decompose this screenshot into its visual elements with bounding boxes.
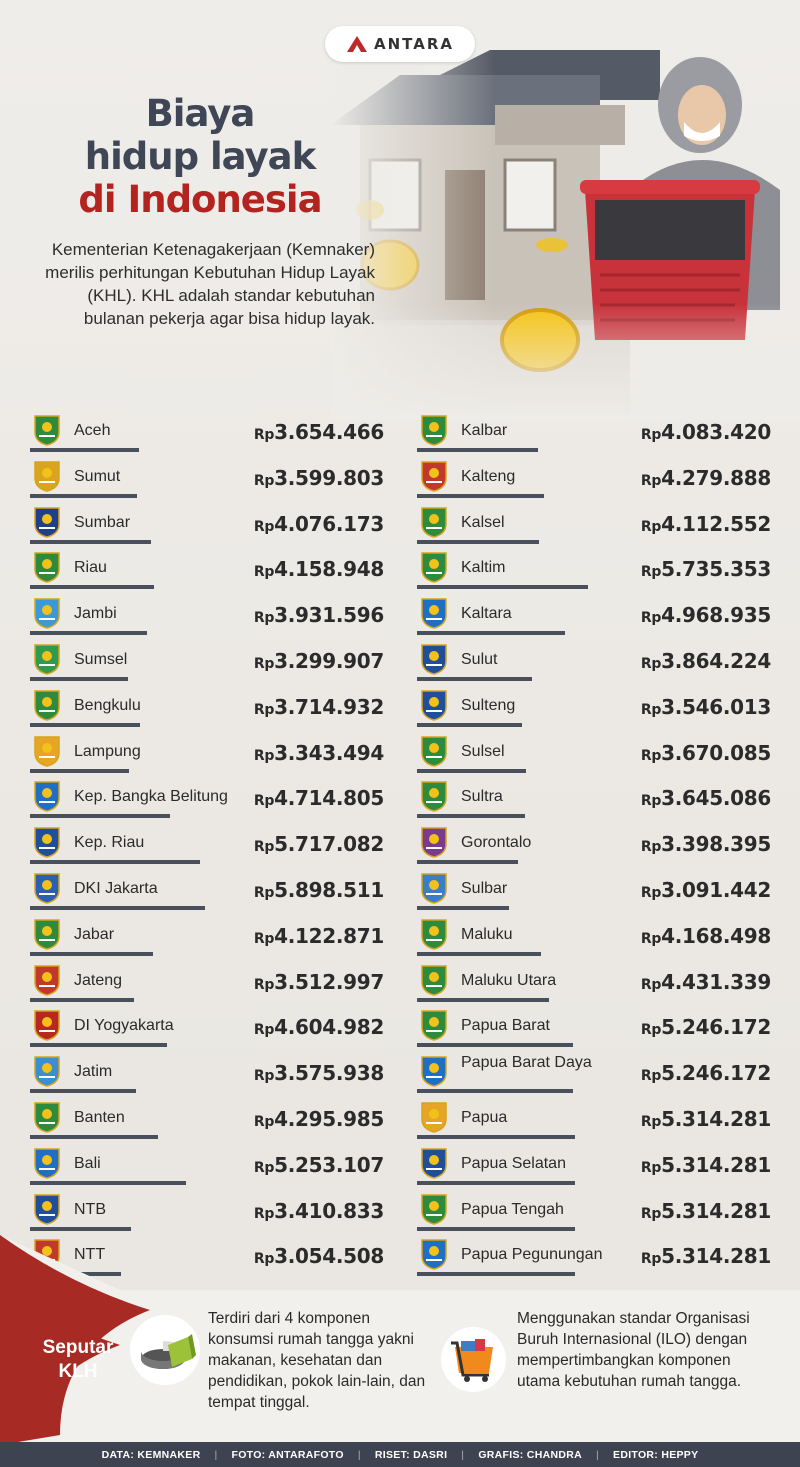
khl-amount: 5.717.082 (274, 832, 384, 857)
khl-bar (417, 723, 522, 727)
province-emblem-icon (419, 1101, 449, 1133)
province-emblem-icon (419, 689, 449, 721)
khl-amount: 4.076.173 (274, 511, 384, 536)
province-row (417, 914, 779, 960)
province-name: Sumsel (74, 650, 128, 668)
province-emblem-icon (419, 1009, 449, 1041)
province-name: Sulbar (461, 879, 508, 897)
province-row (417, 960, 779, 1006)
khl-amount: 3.343.494 (274, 740, 384, 765)
khl-amount: 3.091.442 (661, 877, 771, 902)
currency-label: Rp (253, 793, 275, 810)
province-emblem-icon (419, 780, 449, 812)
currency-label: Rp (253, 427, 275, 443)
province-emblem-icon (32, 964, 62, 996)
currency-label: Rp (640, 839, 662, 856)
khl-value (641, 924, 771, 948)
khl-value (254, 1107, 384, 1131)
khl-amount: 5.314.281 (661, 1152, 771, 1177)
province-name: NTB (74, 1200, 106, 1218)
province-row (417, 685, 779, 731)
province-name: Bali (74, 1154, 101, 1172)
province-name: Papua Selatan (461, 1154, 566, 1172)
khl-amount: 4.968.935 (661, 603, 771, 628)
khl-bar (30, 860, 200, 864)
currency-label: Rp (253, 655, 275, 672)
khl-bar (417, 1089, 573, 1093)
khl-bar (30, 540, 151, 544)
khl-amount: 5.314.281 (661, 1198, 771, 1223)
khl-bar (30, 1227, 131, 1231)
khl-value (254, 420, 384, 444)
currency-label: Rp (640, 747, 662, 764)
province-emblem-icon (32, 872, 62, 904)
province-list-right (417, 410, 779, 1280)
khl-value (641, 466, 771, 490)
province-name: Lampung (74, 742, 141, 760)
province-emblem-icon (32, 689, 62, 721)
khl-value (641, 1199, 771, 1223)
khl-bar (417, 860, 518, 864)
province-row (30, 960, 392, 1006)
khl-amount: 3.931.596 (274, 603, 384, 628)
currency-label: Rp (253, 1022, 275, 1039)
khl-bar (30, 631, 147, 635)
khl-value (641, 557, 771, 581)
province-name: Kalsel (461, 513, 505, 531)
khl-bar (30, 585, 154, 589)
province-row (417, 868, 779, 914)
currency-label: Rp (640, 610, 662, 627)
khl-amount: 3.054.508 (274, 1244, 384, 1269)
province-name: DKI Jakarta (74, 879, 158, 897)
khl-value (254, 695, 384, 719)
khl-amount: 3.575.938 (274, 1061, 384, 1086)
khl-value (254, 512, 384, 536)
khl-amount: 4.158.948 (274, 557, 384, 582)
khl-value (254, 832, 384, 856)
khl-amount: 4.279.888 (661, 465, 771, 490)
currency-label: Rp (640, 427, 662, 443)
credit-separator: | (214, 1448, 218, 1461)
khl-value (254, 1061, 384, 1085)
province-emblem-icon (32, 918, 62, 950)
khl-bar (30, 494, 137, 498)
seputar-klh-label: Seputar KLH (42, 1337, 114, 1382)
province-emblem-icon (419, 1193, 449, 1225)
currency-label: Rp (640, 793, 662, 810)
currency-label: Rp (640, 930, 662, 947)
province-name: Sulut (461, 650, 498, 668)
province-name: Gorontalo (461, 834, 532, 852)
province-name: Jambi (74, 605, 117, 623)
province-name: Kaltim (461, 559, 506, 577)
province-name: Sumut (74, 467, 121, 485)
khl-amount: 5.314.281 (661, 1106, 771, 1131)
province-name: Maluku Utara (461, 971, 557, 989)
khl-value (641, 1015, 771, 1039)
khl-amount: 4.083.420 (661, 420, 771, 444)
currency-label: Rp (640, 1205, 662, 1222)
province-name: Bengkulu (74, 696, 141, 714)
province-emblem-icon (419, 460, 449, 492)
khl-bar (30, 906, 205, 910)
province-name: Jabar (74, 925, 115, 943)
credit-editor: EDITOR: HEPPY (613, 1448, 699, 1461)
khl-bar (417, 1043, 573, 1047)
khl-bar (417, 585, 588, 589)
province-list-left (30, 410, 392, 1280)
province-emblem-icon (419, 872, 449, 904)
khl-value (641, 970, 771, 994)
province-name: Banten (74, 1108, 125, 1126)
province-row (30, 731, 392, 777)
currency-label: Rp (253, 564, 275, 581)
page-title (40, 92, 360, 221)
province-emblem-icon (32, 460, 62, 492)
hero-illustration (330, 30, 800, 420)
province-name: Papua Tengah (461, 1200, 564, 1218)
province-emblem-icon (32, 780, 62, 812)
province-name: Papua Barat (461, 1017, 550, 1035)
khl-amount: 5.735.353 (661, 557, 771, 582)
khl-amount: 5.314.281 (661, 1244, 771, 1269)
currency-label: Rp (640, 1251, 662, 1268)
province-row (417, 1143, 779, 1189)
credits-bar (0, 1442, 800, 1467)
khl-bar (417, 1135, 575, 1139)
khl-value (641, 1153, 771, 1177)
currency-label: Rp (253, 1251, 275, 1268)
khl-amount: 5.246.172 (661, 1061, 771, 1086)
province-row (30, 868, 392, 914)
province-row (30, 776, 392, 822)
khl-value (254, 1153, 384, 1177)
khl-bar (30, 1135, 158, 1139)
khl-value (254, 878, 384, 902)
currency-label: Rp (640, 976, 662, 993)
province-row (30, 547, 392, 593)
khl-amount: 4.604.982 (274, 1015, 384, 1040)
province-row (30, 1189, 392, 1235)
currency-label: Rp (640, 701, 662, 718)
khl-value (641, 878, 771, 902)
khl-amount: 3.599.803 (274, 465, 384, 490)
khl-bar (417, 448, 538, 452)
province-name: Sultra (461, 788, 503, 806)
province-row (30, 1051, 392, 1097)
province-row (30, 1005, 392, 1051)
currency-label: Rp (640, 518, 662, 535)
currency-label: Rp (253, 747, 275, 764)
credit-separator: | (596, 1448, 600, 1461)
province-name: Sumbar (74, 513, 131, 531)
khl-amount: 5.246.172 (661, 1015, 771, 1040)
ilo-standard-text: Menggunakan standar Organisasi Buruh Internasional (ILO) dengan mempertimbangkan komponen utama kebutuhan rumah tangga. (517, 1310, 750, 1390)
province-emblem-icon (419, 506, 449, 538)
khl-value (641, 603, 771, 627)
province-name: NTT (74, 1246, 106, 1264)
province-emblem-icon (419, 1055, 449, 1087)
khl-value (641, 786, 771, 810)
province-name: Jateng (74, 971, 123, 989)
khl-amount: 4.295.985 (274, 1106, 384, 1131)
khl-value (254, 649, 384, 673)
khl-value (254, 970, 384, 994)
khl-bar (30, 952, 153, 956)
province-emblem-icon (32, 1147, 62, 1179)
khl-amount: 3.546.013 (661, 694, 771, 719)
currency-label: Rp (253, 1205, 275, 1222)
province-emblem-icon (419, 918, 449, 950)
province-row (417, 547, 779, 593)
currency-label: Rp (640, 472, 662, 489)
province-emblem-icon (32, 826, 62, 858)
province-row (417, 639, 779, 685)
province-name: Kaltara (461, 605, 512, 623)
currency-label: Rp (253, 472, 275, 489)
currency-label: Rp (640, 1159, 662, 1176)
province-row (417, 593, 779, 639)
khl-value (641, 695, 771, 719)
credit-separator: | (461, 1448, 465, 1461)
credit-foto: FOTO: ANTARAFOTO (231, 1448, 344, 1461)
currency-label: Rp (640, 884, 662, 901)
khl-value (254, 557, 384, 581)
province-row (417, 731, 779, 777)
khl-amount: 5.253.107 (274, 1152, 384, 1177)
province-emblem-icon (419, 551, 449, 583)
khl-value (254, 1199, 384, 1223)
province-name: Riau (74, 559, 107, 577)
khl-amount: 4.122.871 (274, 923, 384, 948)
province-emblem-icon (419, 826, 449, 858)
currency-label: Rp (253, 610, 275, 627)
province-row (417, 776, 779, 822)
khl-bar (30, 723, 140, 727)
credit-grafis: GRAFIS: CHANDRA (478, 1448, 582, 1461)
khl-value (641, 1061, 771, 1085)
title-line-2: hidup layak (84, 135, 316, 178)
province-row (30, 1143, 392, 1189)
province-emblem-icon (32, 1009, 62, 1041)
khl-amount: 3.398.395 (661, 832, 771, 857)
khl-bar (417, 677, 532, 681)
province-row (417, 1189, 779, 1235)
khl-bar (417, 998, 549, 1002)
antara-logo (325, 26, 475, 62)
khl-value (254, 466, 384, 490)
khl-value (254, 924, 384, 948)
province-emblem-icon (419, 414, 449, 446)
khl-bar (417, 1227, 575, 1231)
province-emblem-icon (32, 551, 62, 583)
khl-value (254, 741, 384, 765)
khl-amount: 3.670.085 (661, 740, 771, 765)
province-emblem-icon (32, 735, 62, 767)
province-row (417, 822, 779, 868)
khl-amount: 3.864.224 (661, 648, 771, 673)
province-emblem-icon (32, 597, 62, 629)
province-name: Papua (461, 1108, 508, 1126)
khl-amount: 3.299.907 (274, 648, 384, 673)
credit-riset: RISET: DASRI (374, 1448, 448, 1461)
khl-value (641, 832, 771, 856)
province-row (30, 822, 392, 868)
province-emblem-icon (32, 1193, 62, 1225)
currency-label: Rp (253, 884, 275, 901)
khl-amount: 4.714.805 (274, 786, 384, 811)
province-emblem-icon (419, 964, 449, 996)
khl-amount: 4.112.552 (661, 511, 771, 536)
khl-bar (417, 906, 509, 910)
currency-label: Rp (253, 701, 275, 718)
intro-text: Kementerian Ketenagakerjaan (Kemnaker) merilis perhitungan Kebutuhan Hidup Layak (KHL). KHL adalah standar kebutuhan bulanan pekerja agar bisa hidup layak. (45, 240, 375, 328)
province-name: DI Yogyakarta (74, 1017, 174, 1035)
currency-label: Rp (640, 564, 662, 581)
province-emblem-icon (419, 597, 449, 629)
khl-bar (417, 814, 525, 818)
khl-bar (417, 540, 539, 544)
klh-components-text: Terdiri dari 4 komponen konsumsi rumah tangga yakni makanan, kesehatan dan pendidikan, pokok lain-lain, dan tempat tinggal. (208, 1310, 426, 1411)
province-row (30, 410, 392, 456)
khl-bar (30, 1181, 186, 1185)
khl-amount: 5.898.511 (274, 877, 384, 902)
currency-label: Rp (253, 1068, 275, 1085)
khl-amount: 3.654.466 (274, 420, 384, 444)
province-row (30, 914, 392, 960)
basket-icon (441, 1327, 506, 1392)
khl-value (641, 649, 771, 673)
province-name: Papua Barat Daya (461, 1054, 592, 1072)
currency-label: Rp (640, 1113, 662, 1130)
province-row (417, 410, 779, 456)
khl-value (641, 1107, 771, 1131)
province-name: Kalbar (461, 422, 508, 439)
currency-label: Rp (253, 976, 275, 993)
currency-label: Rp (253, 1113, 275, 1130)
province-name: Maluku (461, 925, 513, 943)
title-line-3: di Indonesia (78, 178, 322, 221)
province-emblem-icon (32, 414, 62, 446)
province-emblem-icon (32, 643, 62, 675)
khl-bar (30, 1089, 136, 1093)
khl-amount: 3.645.086 (661, 786, 771, 811)
currency-label: Rp (253, 518, 275, 535)
province-row (30, 639, 392, 685)
currency-label: Rp (253, 1159, 275, 1176)
khl-bar (417, 631, 565, 635)
province-row (30, 502, 392, 548)
province-emblem-icon (32, 1101, 62, 1133)
khl-amount: 3.714.932 (274, 694, 384, 719)
klh-chart-icon (130, 1315, 200, 1385)
province-name: Sulsel (461, 742, 505, 760)
credit-separator: | (357, 1448, 361, 1461)
province-name: Kep. Riau (74, 834, 145, 852)
khl-bar (417, 952, 541, 956)
province-name: Kep. Bangka Belitung (74, 788, 228, 806)
khl-value (254, 786, 384, 810)
province-row (417, 1051, 779, 1097)
currency-label: Rp (640, 1022, 662, 1039)
khl-bar (30, 677, 128, 681)
province-emblem-icon (32, 1055, 62, 1087)
province-emblem-icon (419, 1147, 449, 1179)
khl-amount: 3.410.833 (274, 1198, 384, 1223)
province-name: Kalteng (461, 467, 516, 485)
credit-data: DATA: KEMNAKER (101, 1448, 201, 1461)
khl-bar (30, 814, 170, 818)
province-emblem-icon (419, 735, 449, 767)
antara-logo-icon (346, 35, 368, 53)
khl-amount: 4.168.498 (661, 923, 771, 948)
khl-bar (30, 1043, 167, 1047)
currency-label: Rp (253, 930, 275, 947)
province-row (30, 685, 392, 731)
khl-amount: 3.512.997 (274, 969, 384, 994)
province-emblem-icon (419, 643, 449, 675)
khl-value (254, 603, 384, 627)
province-row (417, 502, 779, 548)
khl-bar (417, 494, 544, 498)
logo-text: ANTARA (374, 35, 454, 53)
province-name: Jatim (74, 1063, 113, 1081)
province-row (30, 593, 392, 639)
khl-bar (30, 769, 129, 773)
province-name: Sulteng (461, 696, 516, 714)
khl-value (641, 741, 771, 765)
province-row (417, 1097, 779, 1143)
province-row (30, 456, 392, 502)
khl-value (254, 1015, 384, 1039)
khl-value (641, 512, 771, 536)
province-row (417, 456, 779, 502)
province-name: Papua Pegunungan (461, 1246, 603, 1264)
currency-label: Rp (640, 1068, 662, 1085)
currency-label: Rp (253, 839, 275, 856)
khl-bar (417, 1181, 575, 1185)
khl-bar (417, 769, 526, 773)
title-line-1: Biaya (145, 92, 255, 135)
province-name: Aceh (74, 422, 111, 439)
khl-bar (30, 998, 134, 1002)
khl-value (641, 420, 771, 444)
khl-amount: 4.431.339 (661, 969, 771, 994)
province-row (30, 1097, 392, 1143)
province-row (417, 1005, 779, 1051)
currency-label: Rp (640, 655, 662, 672)
khl-bar (30, 448, 139, 452)
province-emblem-icon (32, 506, 62, 538)
